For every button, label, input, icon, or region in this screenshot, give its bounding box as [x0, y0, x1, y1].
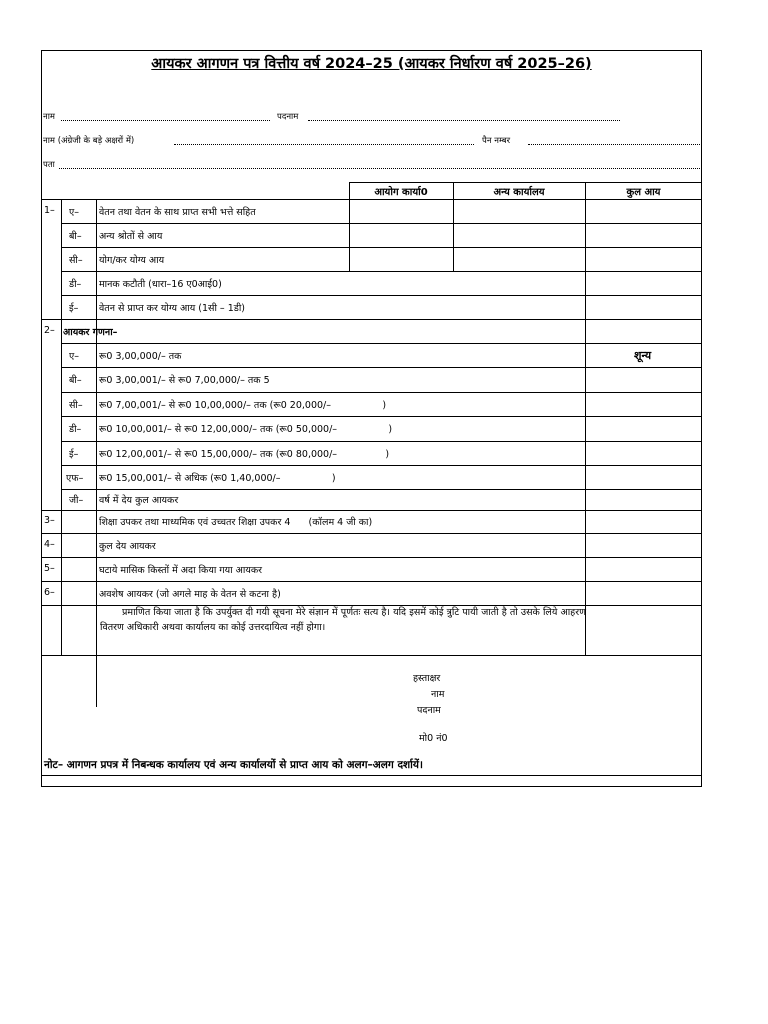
row-number: 2– [44, 325, 55, 336]
row-line [61, 416, 702, 417]
row-code: बी– [69, 375, 82, 386]
signature-name-label: नाम [431, 689, 445, 700]
name-label: नाम [43, 112, 56, 122]
section-heading: आयकर गणना– [63, 327, 118, 338]
row-description: मानक कटौती (धारा–16 ए0आई0) [99, 279, 222, 290]
col-divider-total [585, 182, 586, 656]
row-line [61, 271, 702, 272]
row-number: 5– [44, 563, 55, 574]
designation-field[interactable] [308, 120, 620, 121]
note-text: नोट– आगणन प्रपत्र में निबन्धक कार्यालय एवं अन्य कार्यालयों से प्राप्त आय को अलग–अलग दर्शायें। [44, 759, 423, 771]
row-line [61, 343, 702, 344]
row-code: एफ– [66, 473, 84, 484]
row-line [61, 441, 702, 442]
row-line [61, 223, 702, 224]
row-code: ए– [69, 207, 80, 218]
signature-designation-label: पदनाम [417, 705, 441, 716]
row-code: सी– [69, 400, 83, 411]
row-description: रू0 12,00,001/– से रू0 15,00,000/– तक (रू0 80,000/– ) [99, 449, 390, 460]
row-description: वेतन तथा वेतन के साथ प्राप्त सभी भत्ते सहित [99, 207, 256, 218]
note-top-line [42, 775, 702, 776]
row-line [61, 489, 702, 490]
row-code: ई– [69, 449, 79, 460]
row-description: योग/कर योग्य आय [99, 255, 165, 266]
pan-label: पैन नम्बर [482, 136, 511, 146]
table-top-line [349, 182, 702, 183]
row-number: 6– [44, 587, 55, 598]
row-description: शिक्षा उपकर तथा माध्यमिक एवं उच्चतर शिक्षा उपकर 4 (कॉलम 4 जी का) [99, 517, 373, 528]
row-code: सी– [69, 255, 83, 266]
name-english-field[interactable] [174, 144, 474, 145]
address-field[interactable] [59, 168, 700, 169]
row-description: अवशेष आयकर (जो अगले माह के वेतन से कटना है) [99, 589, 281, 600]
col-header-total: कुल आय [626, 187, 661, 198]
row-line [42, 533, 702, 534]
row-description: रू0 10,00,001/– से रू0 12,00,000/– तक (रू0 50,000/– ) [99, 424, 393, 435]
row-code: बी– [69, 231, 82, 242]
row-code: ए– [69, 351, 80, 362]
row-line [61, 367, 702, 368]
row-description: घटाये मासिक किस्तों में अदा किया गया आयकर [99, 565, 263, 576]
name-english-label: नाम (अंग्रेजी के बड़े अक्षरों में) [43, 136, 135, 146]
address-label: पता [43, 160, 55, 170]
col-header-other-office: अन्य कार्यालय [493, 187, 545, 198]
row-description: रू0 3,00,001/– से रू0 7,00,000/– तक 5 [99, 375, 270, 386]
col-header-commission: आयोग कार्या0 [374, 187, 428, 198]
row-line [42, 655, 702, 656]
row-code: जी– [69, 495, 84, 506]
row-code: डी– [69, 279, 82, 290]
row-description: रू0 3,00,000/– तक [99, 351, 182, 362]
row-number: 3– [44, 515, 55, 526]
row-number: 4– [44, 539, 55, 550]
row-description: अन्य श्रोतों से आय [99, 231, 163, 242]
form-title: आयकर आगणन पत्र वित्तीय वर्ष 2024–25 (आयकर निर्धारण वर्ष 2025–26) [151, 56, 592, 72]
row-code: डी– [69, 424, 82, 435]
col-divider-code [96, 199, 97, 707]
row-description: वर्ष में देय कुल आयकर [99, 495, 179, 506]
certification-text: प्रमाणित किया जाता है कि उपर्युक्त दी गयी सूचना मेरे संज्ञान में पूर्णतः सत्य है। यदि इसमें कोई त्रुटि पायी जाती है तो उसके लिये आहरण वितरण अधिकारी अथवा कार्यालय का कोई उत्तरदायित्व नहीं होगा। [100, 607, 586, 633]
row-line [61, 247, 702, 248]
row-description: वेतन से प्राप्त कर योग्य आय (1सी – 1डी) [99, 303, 245, 314]
pan-field[interactable] [528, 144, 700, 145]
row-line [61, 465, 702, 466]
row-description: रू0 15,00,001/– से अधिक (रू0 1,40,000/– ) [99, 473, 336, 484]
designation-label: पदनाम [277, 112, 299, 122]
row-code: ई– [69, 303, 79, 314]
row-line [42, 319, 702, 320]
row-line [42, 581, 702, 582]
row-line [42, 510, 702, 511]
income-tax-form [41, 50, 702, 787]
mobile-label: मो0 नं0 [419, 733, 448, 744]
col-divider-num [61, 199, 62, 655]
row-number: 1– [44, 205, 55, 216]
signature-label: हस्ताक्षर [413, 673, 441, 684]
row-line [61, 295, 702, 296]
row-line [42, 557, 702, 558]
row-description: कुल देय आयकर [99, 541, 156, 552]
nil-value: शून्य [634, 349, 652, 362]
row-line [61, 392, 702, 393]
name-field[interactable] [61, 120, 270, 121]
row-description: रू0 7,00,001/– से रू0 10,00,000/– तक (रू0 20,000/– ) [99, 400, 387, 411]
table-header-line [42, 199, 702, 200]
